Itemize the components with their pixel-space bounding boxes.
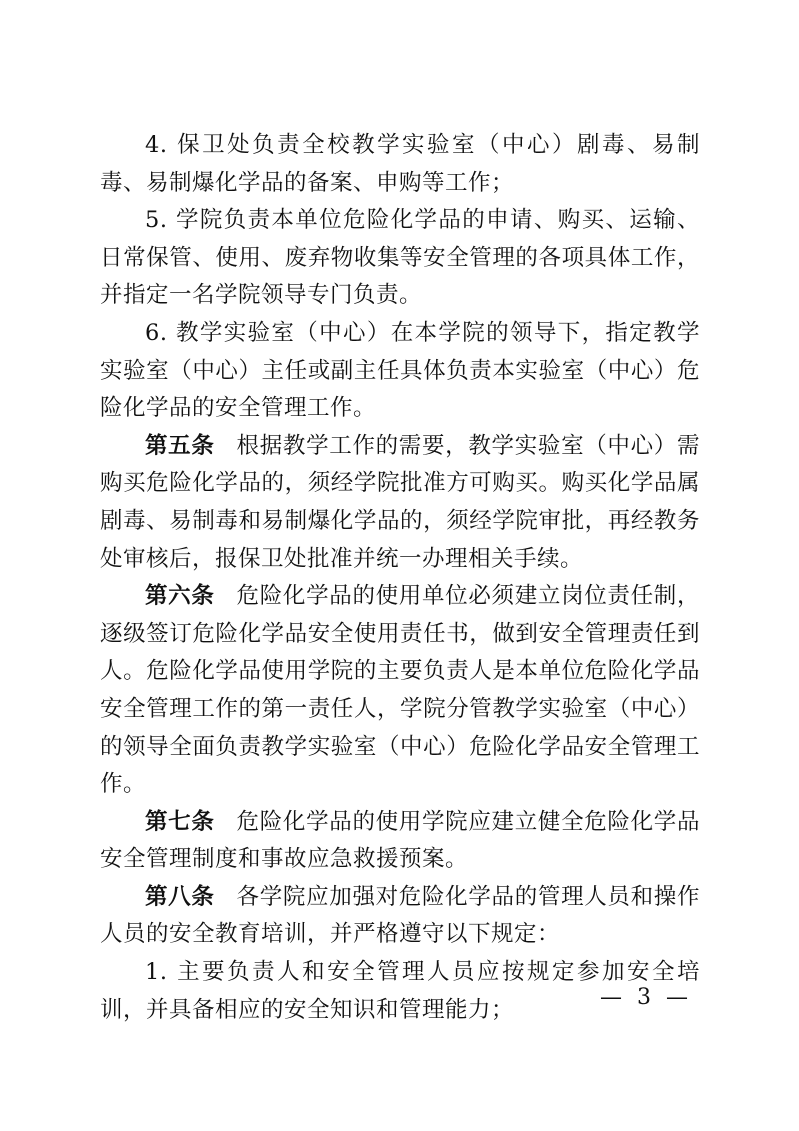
article-8: [100, 879, 700, 954]
article-6: [100, 578, 700, 804]
article-label: 第八条: [145, 883, 215, 910]
article-label: 第五条: [145, 432, 215, 459]
article-5: [100, 428, 700, 578]
paragraph-text: 6. 教学实验室（中心）在本学院的领导下，指定教学实验室（中心）主任或副主任具体负责本实验室（中心）危险化学品的安全管理工作。: [100, 319, 700, 422]
paragraph-text: 4. 保卫处负责全校教学实验室（中心）剧毒、易制毒、易制爆化学品的备案、申购等工作；: [100, 132, 700, 196]
paragraph-text: 根据教学工作的需要，教学实验室（中心）需购买危险化学品的，须经学院批准方可购买。购买化学品属剧毒、易制毒和易制爆化学品的，须经学院审批，再经教务处审核后，报保卫处批准并统一办理相关手续。: [100, 432, 700, 572]
paragraph-text: 危险化学品的使用学院应建立健全危险化学品安全管理制度和事故应急救援预案。: [100, 808, 700, 873]
paragraph-text: 1. 主要负责人和安全管理人员应按规定参加安全培训，并具备相应的安全知识和管理能力；: [100, 959, 700, 1023]
article-label: 第七条: [145, 808, 215, 835]
page-number: — 3 —: [600, 985, 692, 1010]
paragraph-item-5: [100, 202, 700, 315]
article-label: 第六条: [145, 583, 215, 610]
paragraph-text: 各学院应加强对危险化学品的管理人员和操作人员的安全教育培训，并严格遵守以下规定：: [100, 883, 700, 948]
paragraph-item-4: [100, 127, 700, 202]
paragraph-text: 危险化学品的使用单位必须建立岗位责任制，逐级签订危险化学品安全使用责任书，做到安全管理责任到人。危险化学品使用学院的主要负责人是本单位危险化学品安全管理工作的第一责任人，学院分管教学实验室（中心）的领导全面负责教学实验室（中心）危险化学品安全管理工作。: [100, 583, 700, 798]
article-7: [100, 804, 700, 879]
paragraph-text: 5. 学院负责本单位危险化学品的申请、购买、运输、日常保管、使用、废弃物收集等安全管理的各项具体工作，并指定一名学院领导专门负责。: [100, 207, 700, 309]
paragraph-item-6: [100, 315, 700, 428]
document-body: [100, 127, 700, 1029]
